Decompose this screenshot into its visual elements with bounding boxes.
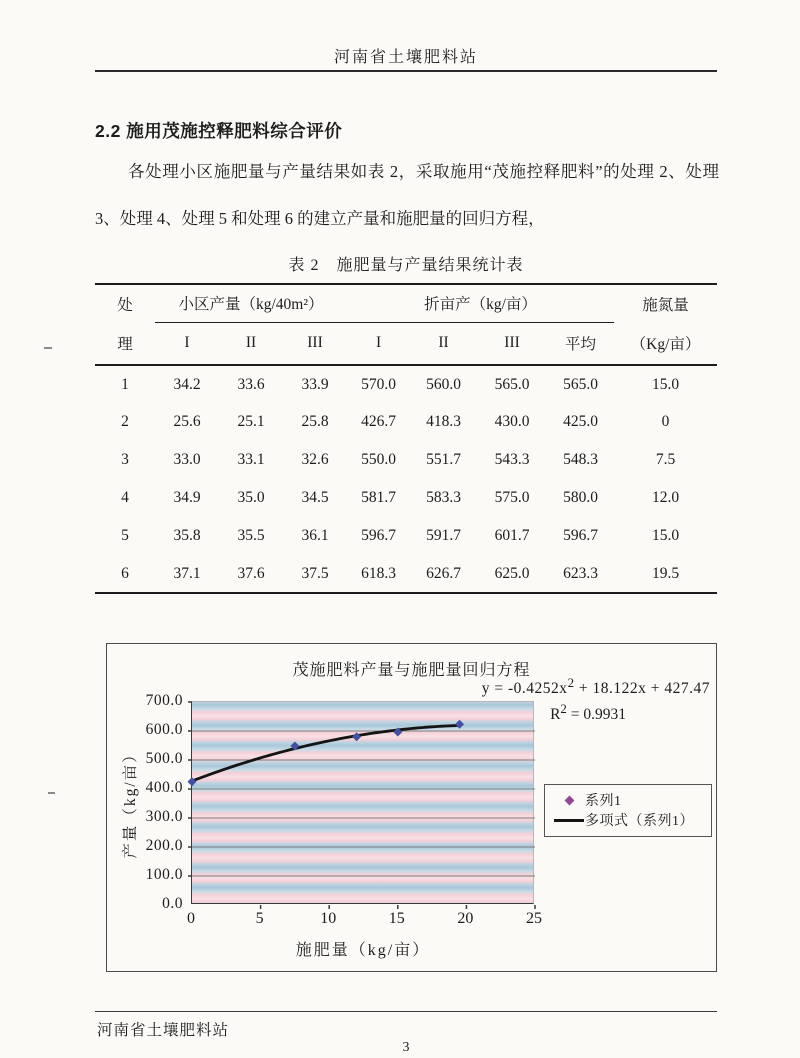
table-cell: 560.0	[426, 375, 461, 393]
table-cell: 19.5	[651, 564, 680, 582]
table-cell: 15.0	[651, 375, 680, 393]
table-cell: 6	[121, 564, 129, 582]
legend-entry-trendline	[553, 810, 703, 830]
table-cell: 575.0	[494, 489, 530, 506]
table-cell: 34.9	[173, 489, 201, 506]
table-cell: 2	[121, 413, 129, 430]
table-cell: 570.0	[361, 375, 396, 393]
table-cell: 550.0	[361, 451, 396, 468]
table-cell: 35.5	[237, 527, 265, 544]
table-cell: 35.0	[237, 489, 265, 506]
table-cell: 5	[121, 527, 129, 544]
x-tick-label: 0	[187, 910, 195, 927]
chart-title: 茂施肥料产量与施肥量回归方程	[292, 662, 531, 679]
table-body	[95, 365, 717, 593]
table-row	[95, 517, 717, 555]
table-cell: 7.5	[655, 451, 676, 468]
table-cell: 548.3	[563, 451, 598, 468]
header-sub: III	[504, 334, 520, 352]
table-cell: 37.5	[301, 564, 329, 582]
table-cell: 426.7	[361, 413, 396, 430]
table-cell: 430.0	[494, 413, 530, 430]
table-cell: 626.7	[426, 564, 461, 582]
table-cell: 591.7	[426, 527, 461, 544]
legend-entry-series1	[553, 790, 703, 810]
table-row	[95, 479, 717, 517]
diamond-marker-icon	[564, 795, 574, 805]
table-cell: 15.0	[651, 527, 680, 544]
table-cell: 3	[121, 451, 129, 468]
equation-text: + 18.122x + 427.47	[574, 680, 710, 698]
header-sub: II	[438, 334, 449, 352]
table-row	[95, 403, 717, 441]
table-cell: 4	[121, 489, 129, 506]
header-sub: III	[307, 334, 323, 352]
chart-equation	[482, 675, 710, 698]
r2-text: = 0.9931	[566, 706, 626, 724]
table-cell: 33.0	[173, 451, 201, 468]
table-cell: 35.8	[173, 527, 201, 544]
r2-text: R	[550, 706, 561, 724]
table-caption: 表 2 施肥量与产量结果统计表	[288, 257, 524, 274]
scan-mark	[48, 792, 55, 794]
table-cell: 33.6	[237, 375, 265, 393]
header-n-unit: （Kg/亩）	[630, 336, 701, 353]
header-sub: I	[375, 334, 382, 352]
page-number: 3	[402, 1040, 410, 1055]
x-tick-label: 15	[388, 910, 405, 927]
table-cell: 596.7	[563, 527, 598, 544]
table-cell: 25.6	[173, 413, 201, 430]
equation-exponent: 2	[567, 675, 575, 690]
table-cell: 580.0	[563, 489, 598, 506]
scan-mark	[44, 347, 52, 349]
x-tick-label: 25	[526, 910, 542, 927]
header-rule	[95, 70, 717, 72]
header-n-rate: 施氮量	[642, 296, 689, 314]
equation-text: y = -0.4252x	[481, 680, 568, 698]
table-cell: 601.7	[494, 527, 530, 544]
chart-r-squared	[550, 701, 626, 724]
table-cell: 625.0	[494, 564, 530, 582]
table-cell: 0	[661, 413, 670, 430]
y-tick-label: 500.0	[145, 750, 183, 767]
table-cell: 34.5	[301, 489, 329, 506]
table-cell: 618.3	[361, 564, 396, 582]
table-cell: 418.3	[426, 413, 461, 430]
legend-marker-cell	[553, 797, 585, 804]
header-sub: I	[184, 334, 190, 352]
plot-area	[191, 701, 534, 904]
header-sub: 平均	[565, 336, 597, 354]
chart-legend	[544, 784, 712, 837]
table-cell: 33.1	[237, 451, 265, 468]
page-header-title: 河南省土壤肥料站	[333, 49, 478, 66]
results-table	[95, 283, 717, 594]
y-tick-label: 300.0	[145, 808, 183, 825]
table-cell: 36.1	[301, 527, 329, 544]
table-row	[95, 441, 717, 479]
footer-org: 河南省土壤肥料站	[97, 1022, 230, 1039]
table-cell: 32.6	[301, 451, 329, 468]
table-cell: 596.7	[361, 527, 396, 544]
table-cell: 25.1	[237, 413, 265, 430]
table-cell: 425.0	[563, 413, 598, 430]
header-group-mu-yield: 折亩产（kg/亩）	[347, 284, 614, 322]
x-tick-label: 10	[320, 910, 337, 927]
regression-chart	[106, 643, 717, 972]
table-cell: 1	[121, 375, 129, 393]
table-cell: 565.0	[494, 375, 530, 393]
plot-svg	[192, 702, 535, 905]
r2-exponent: 2	[560, 701, 567, 716]
legend-label: 系列1	[585, 794, 622, 809]
body-paragraph: 各处理小区施肥量与产量结果如表 2，采取施用“茂施控释肥料”的处理 2、处理 3、处理 4、处理 5 和处理 6 的建立产量和施肥量的回归方程，	[95, 162, 719, 228]
header-stub-bottom: 理	[117, 336, 133, 353]
table-cell: 33.9	[301, 375, 329, 393]
table-cell: 37.1	[173, 564, 201, 582]
table-cell: 12.0	[651, 489, 680, 506]
footer-rule	[95, 1011, 717, 1012]
table-cell: 551.7	[426, 451, 461, 468]
legend-marker-cell	[553, 819, 585, 822]
table-cell: 623.3	[563, 564, 598, 582]
header-stub-top: 处	[117, 296, 133, 314]
x-tick-label: 20	[457, 910, 474, 927]
y-tick-label: 200.0	[145, 837, 183, 854]
table-header-row-2	[95, 322, 717, 365]
header-sub: II	[245, 334, 257, 352]
table-cell: 25.8	[301, 413, 329, 430]
y-tick-label: 0.0	[162, 895, 183, 912]
table-cell: 583.3	[426, 489, 461, 506]
x-axis-title: 施肥量（kg/亩）	[295, 942, 431, 959]
legend-label: 多项式（系列1）	[585, 814, 694, 829]
header-group-plot-yield: 小区产量（kg/40m²）	[155, 284, 347, 322]
table-cell: 565.0	[563, 375, 598, 393]
table-cell: 34.2	[173, 375, 201, 393]
table-header-row-1	[95, 284, 717, 322]
table-row	[95, 365, 717, 403]
table-cell: 543.3	[494, 451, 530, 468]
table-cell: 37.6	[237, 564, 265, 582]
table-cell: 581.7	[361, 489, 396, 506]
y-tick-label: 400.0	[145, 779, 183, 796]
y-tick-label: 100.0	[145, 866, 183, 883]
section-heading: 2.2 施用茂施控释肥料综合评价	[95, 121, 343, 141]
x-tick-label: 5	[255, 910, 264, 927]
table-row	[95, 555, 717, 593]
trendline-marker-icon	[554, 819, 584, 822]
y-tick-label: 600.0	[145, 721, 183, 738]
y-tick-label: 700.0	[145, 692, 183, 709]
y-axis-title: 产量（kg/亩）	[122, 745, 139, 859]
